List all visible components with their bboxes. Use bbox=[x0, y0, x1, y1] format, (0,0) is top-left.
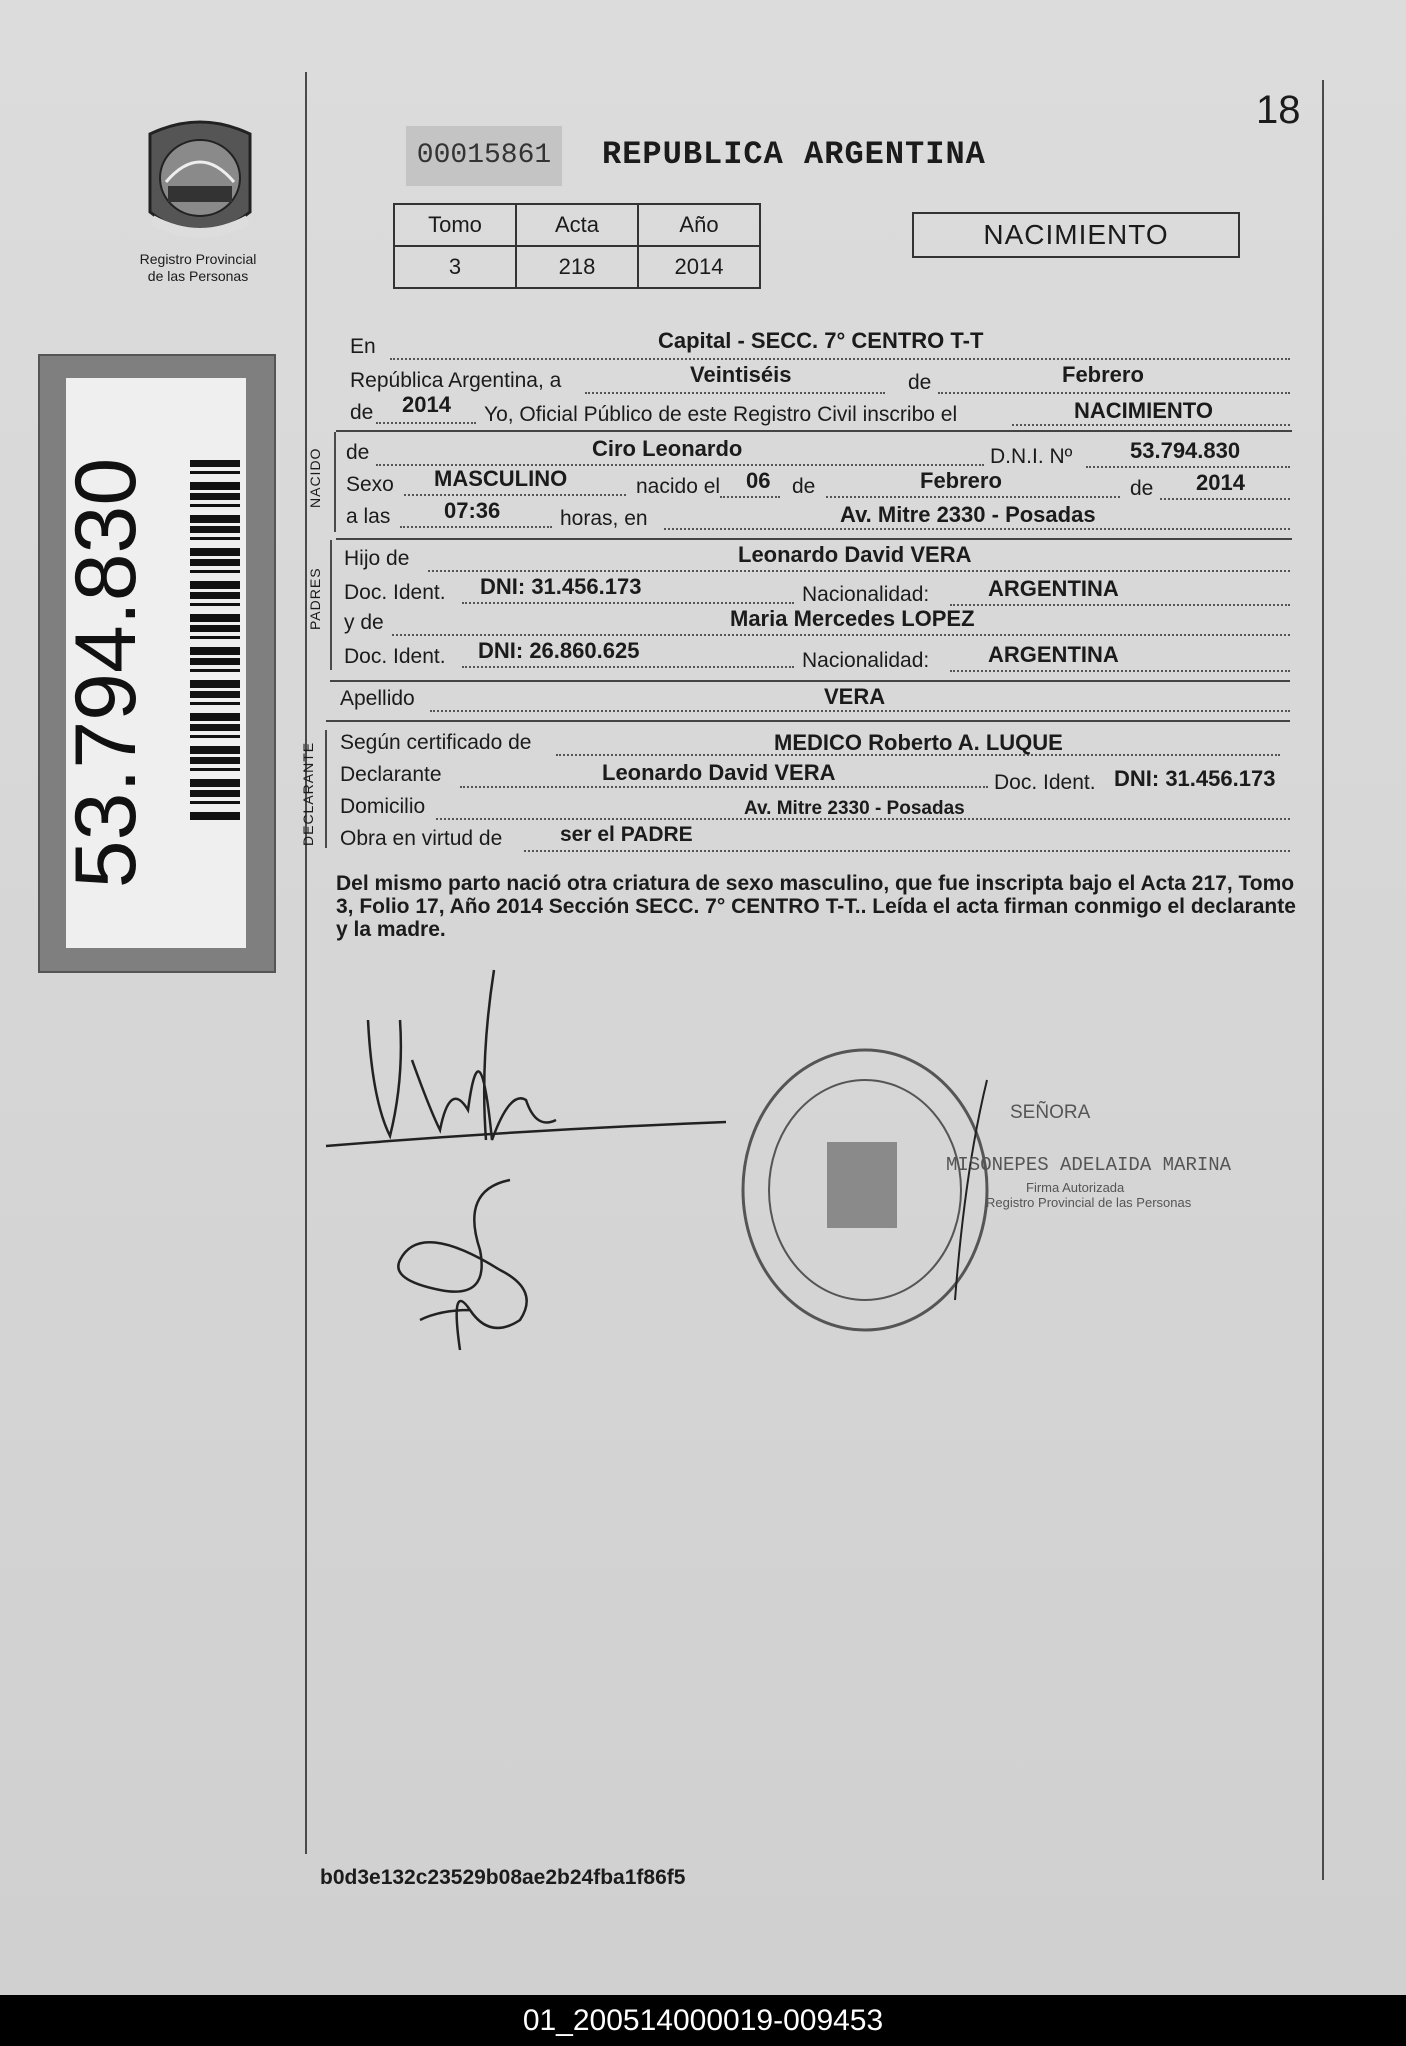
value-declarante: Leonardo David VERA bbox=[602, 760, 836, 785]
dotted-line bbox=[430, 710, 1290, 712]
dotted-line bbox=[376, 422, 476, 424]
section-divider-declarante bbox=[325, 730, 327, 848]
label-doc-ident-padre: Doc. Ident. bbox=[344, 581, 446, 604]
dotted-line bbox=[1086, 466, 1290, 468]
tomo-acta-anio-table bbox=[393, 203, 761, 289]
value-acto: NACIMIENTO bbox=[1074, 398, 1213, 423]
section-rule bbox=[336, 430, 1292, 432]
dni-card-number: 53.794.830 bbox=[58, 457, 154, 889]
dotted-line bbox=[826, 496, 1120, 498]
dotted-line bbox=[400, 526, 552, 528]
scan-filename-footer: 01_200514000019-009453 bbox=[0, 1995, 1406, 2046]
dotted-line bbox=[1012, 424, 1290, 426]
value-obra: ser el PADRE bbox=[560, 823, 693, 846]
value-mes: Febrero bbox=[1062, 362, 1144, 387]
value-mes-nac: Febrero bbox=[920, 468, 1002, 493]
birth-note-paragraph: Del mismo parto nació otra criatura de sexo masculino, que fue inscripta bajo el Acta 217, Tomo 3, Folio 17, Año 2014 Sección SECC. 7° CENTRO T-T.. Leída el acta firman conmigo el declarante y la madre. bbox=[336, 872, 1296, 941]
handwritten-signature-madre bbox=[380, 1160, 580, 1360]
dotted-line bbox=[462, 602, 794, 604]
dotted-line bbox=[664, 528, 1290, 530]
dotted-line bbox=[392, 634, 1290, 636]
table-value-acta: 218 bbox=[516, 246, 638, 288]
label-republica: República Argentina, a bbox=[350, 369, 562, 392]
dni-barcode-card bbox=[38, 354, 276, 973]
country-title: REPUBLICA ARGENTINA bbox=[602, 136, 986, 173]
value-lugar: Capital - SECC. 7° CENTRO T-T bbox=[658, 328, 984, 353]
barcode bbox=[190, 460, 240, 820]
dotted-line bbox=[404, 494, 626, 496]
official-name: MISONEPES ADELAIDA MARINA bbox=[946, 1154, 1232, 1176]
value-padre-nac: ARGENTINA bbox=[988, 576, 1119, 601]
official-title: SEÑORA bbox=[1010, 1102, 1091, 1123]
document-hash: b0d3e132c23529b08ae2b24fba1f86f5 bbox=[320, 1866, 686, 1889]
value-dia: 06 bbox=[746, 468, 771, 493]
label-obra: Obra en virtud de bbox=[340, 827, 503, 850]
page-number: 18 bbox=[1256, 88, 1301, 132]
table-value-tomo: 3 bbox=[394, 246, 516, 288]
section-divider-padres bbox=[330, 540, 332, 670]
label-segun: Según certificado de bbox=[340, 731, 532, 754]
value-dni: 53.794.830 bbox=[1130, 438, 1241, 463]
logo-caption bbox=[118, 251, 278, 285]
section-rule bbox=[330, 680, 1290, 682]
value-domicilio: Av. Mitre 2330 - Posadas bbox=[744, 798, 965, 819]
logo-caption-line2: de las Personas bbox=[147, 268, 249, 284]
handwritten-signature-declarante bbox=[320, 960, 740, 1170]
label-declarante: Declarante bbox=[340, 763, 442, 786]
value-apellido: VERA bbox=[824, 684, 886, 709]
section-label-nacido: NACIDO bbox=[307, 447, 323, 508]
label-nacionalidad-madre: Nacionalidad: bbox=[802, 649, 930, 672]
label-de-mes: de bbox=[792, 475, 816, 498]
dotted-line bbox=[938, 392, 1290, 394]
value-anio-nac: 2014 bbox=[1196, 470, 1245, 495]
value-madre: Maria Mercedes LOPEZ bbox=[730, 606, 975, 631]
right-margin-line bbox=[1322, 80, 1324, 1880]
table-value-anio: 2014 bbox=[638, 246, 760, 288]
label-y-de: y de bbox=[344, 611, 384, 634]
dotted-line bbox=[460, 786, 988, 788]
value-domicilio-nac: Av. Mitre 2330 - Posadas bbox=[840, 502, 1096, 527]
value-madre-nac: ARGENTINA bbox=[988, 642, 1119, 667]
value-certificado: MEDICO Roberto A. LUQUE bbox=[774, 730, 1063, 755]
label-nacido-el: nacido el bbox=[636, 475, 721, 498]
dotted-line bbox=[390, 358, 1290, 360]
label-domicilio: Domicilio bbox=[340, 795, 426, 818]
value-declarante-doc: DNI: 31.456.173 bbox=[1114, 766, 1276, 791]
dotted-line bbox=[1160, 498, 1290, 500]
dotted-line bbox=[720, 496, 780, 498]
value-nombre: Ciro Leonardo bbox=[592, 436, 743, 461]
label-de-anio: de bbox=[1130, 477, 1154, 500]
dotted-line bbox=[585, 392, 885, 394]
label-en: En bbox=[350, 335, 376, 358]
value-dia-letras: Veintiséis bbox=[690, 362, 792, 387]
label-de-nombre: de bbox=[346, 441, 370, 464]
left-margin-line bbox=[305, 72, 307, 1854]
record-type-box: NACIMIENTO bbox=[912, 212, 1240, 258]
label-doc-ident-madre: Doc. Ident. bbox=[344, 645, 446, 668]
dotted-line bbox=[950, 670, 1290, 672]
label-dni-no: D.N.I. Nº bbox=[990, 445, 1073, 468]
dotted-line bbox=[428, 570, 1290, 572]
value-padre: Leonardo David VERA bbox=[738, 542, 972, 567]
label-apellido: Apellido bbox=[340, 687, 415, 710]
label-yo: Yo, Oficial Público de este Registro Civil inscribo el bbox=[484, 403, 958, 426]
label-a-las: a las bbox=[346, 505, 391, 528]
label-sexo: Sexo bbox=[346, 473, 394, 496]
table-header-tomo: Tomo bbox=[394, 204, 516, 246]
value-padre-doc: DNI: 31.456.173 bbox=[480, 574, 642, 599]
province-seal-logo bbox=[132, 112, 268, 252]
dotted-line bbox=[524, 850, 1290, 852]
label-doc-ident-declarante: Doc. Ident. bbox=[994, 771, 1096, 794]
label-horas-en: horas, en bbox=[560, 507, 648, 530]
section-label-padres: PADRES bbox=[307, 567, 323, 630]
value-hora: 07:36 bbox=[444, 498, 501, 523]
table-header-acta: Acta bbox=[516, 204, 638, 246]
value-anio: 2014 bbox=[402, 392, 451, 417]
label-hijo-de: Hijo de bbox=[344, 547, 410, 570]
table-header-anio: Año bbox=[638, 204, 760, 246]
official-role: Firma Autorizada bbox=[1026, 1180, 1125, 1195]
label-de: de bbox=[908, 371, 932, 394]
section-rule bbox=[326, 720, 1290, 722]
value-madre-doc: DNI: 26.860.625 bbox=[478, 638, 640, 663]
dni-card-inner bbox=[58, 378, 246, 948]
section-label-declarante: DECLARANTE bbox=[300, 741, 316, 846]
official-org: Registro Provincial de las Personas bbox=[986, 1195, 1192, 1210]
dotted-line bbox=[462, 666, 794, 668]
stamp-official-block bbox=[946, 1102, 1246, 1210]
section-divider-nacido bbox=[334, 432, 336, 532]
dotted-line bbox=[950, 604, 1290, 606]
serial-number: 00015861 bbox=[406, 126, 562, 186]
label-nacionalidad-padre: Nacionalidad: bbox=[802, 583, 930, 606]
logo-caption-line1: Registro Provincial bbox=[139, 251, 257, 267]
label-de2: de bbox=[350, 401, 374, 424]
value-sexo: MASCULINO bbox=[434, 466, 568, 491]
section-rule bbox=[336, 538, 1292, 540]
